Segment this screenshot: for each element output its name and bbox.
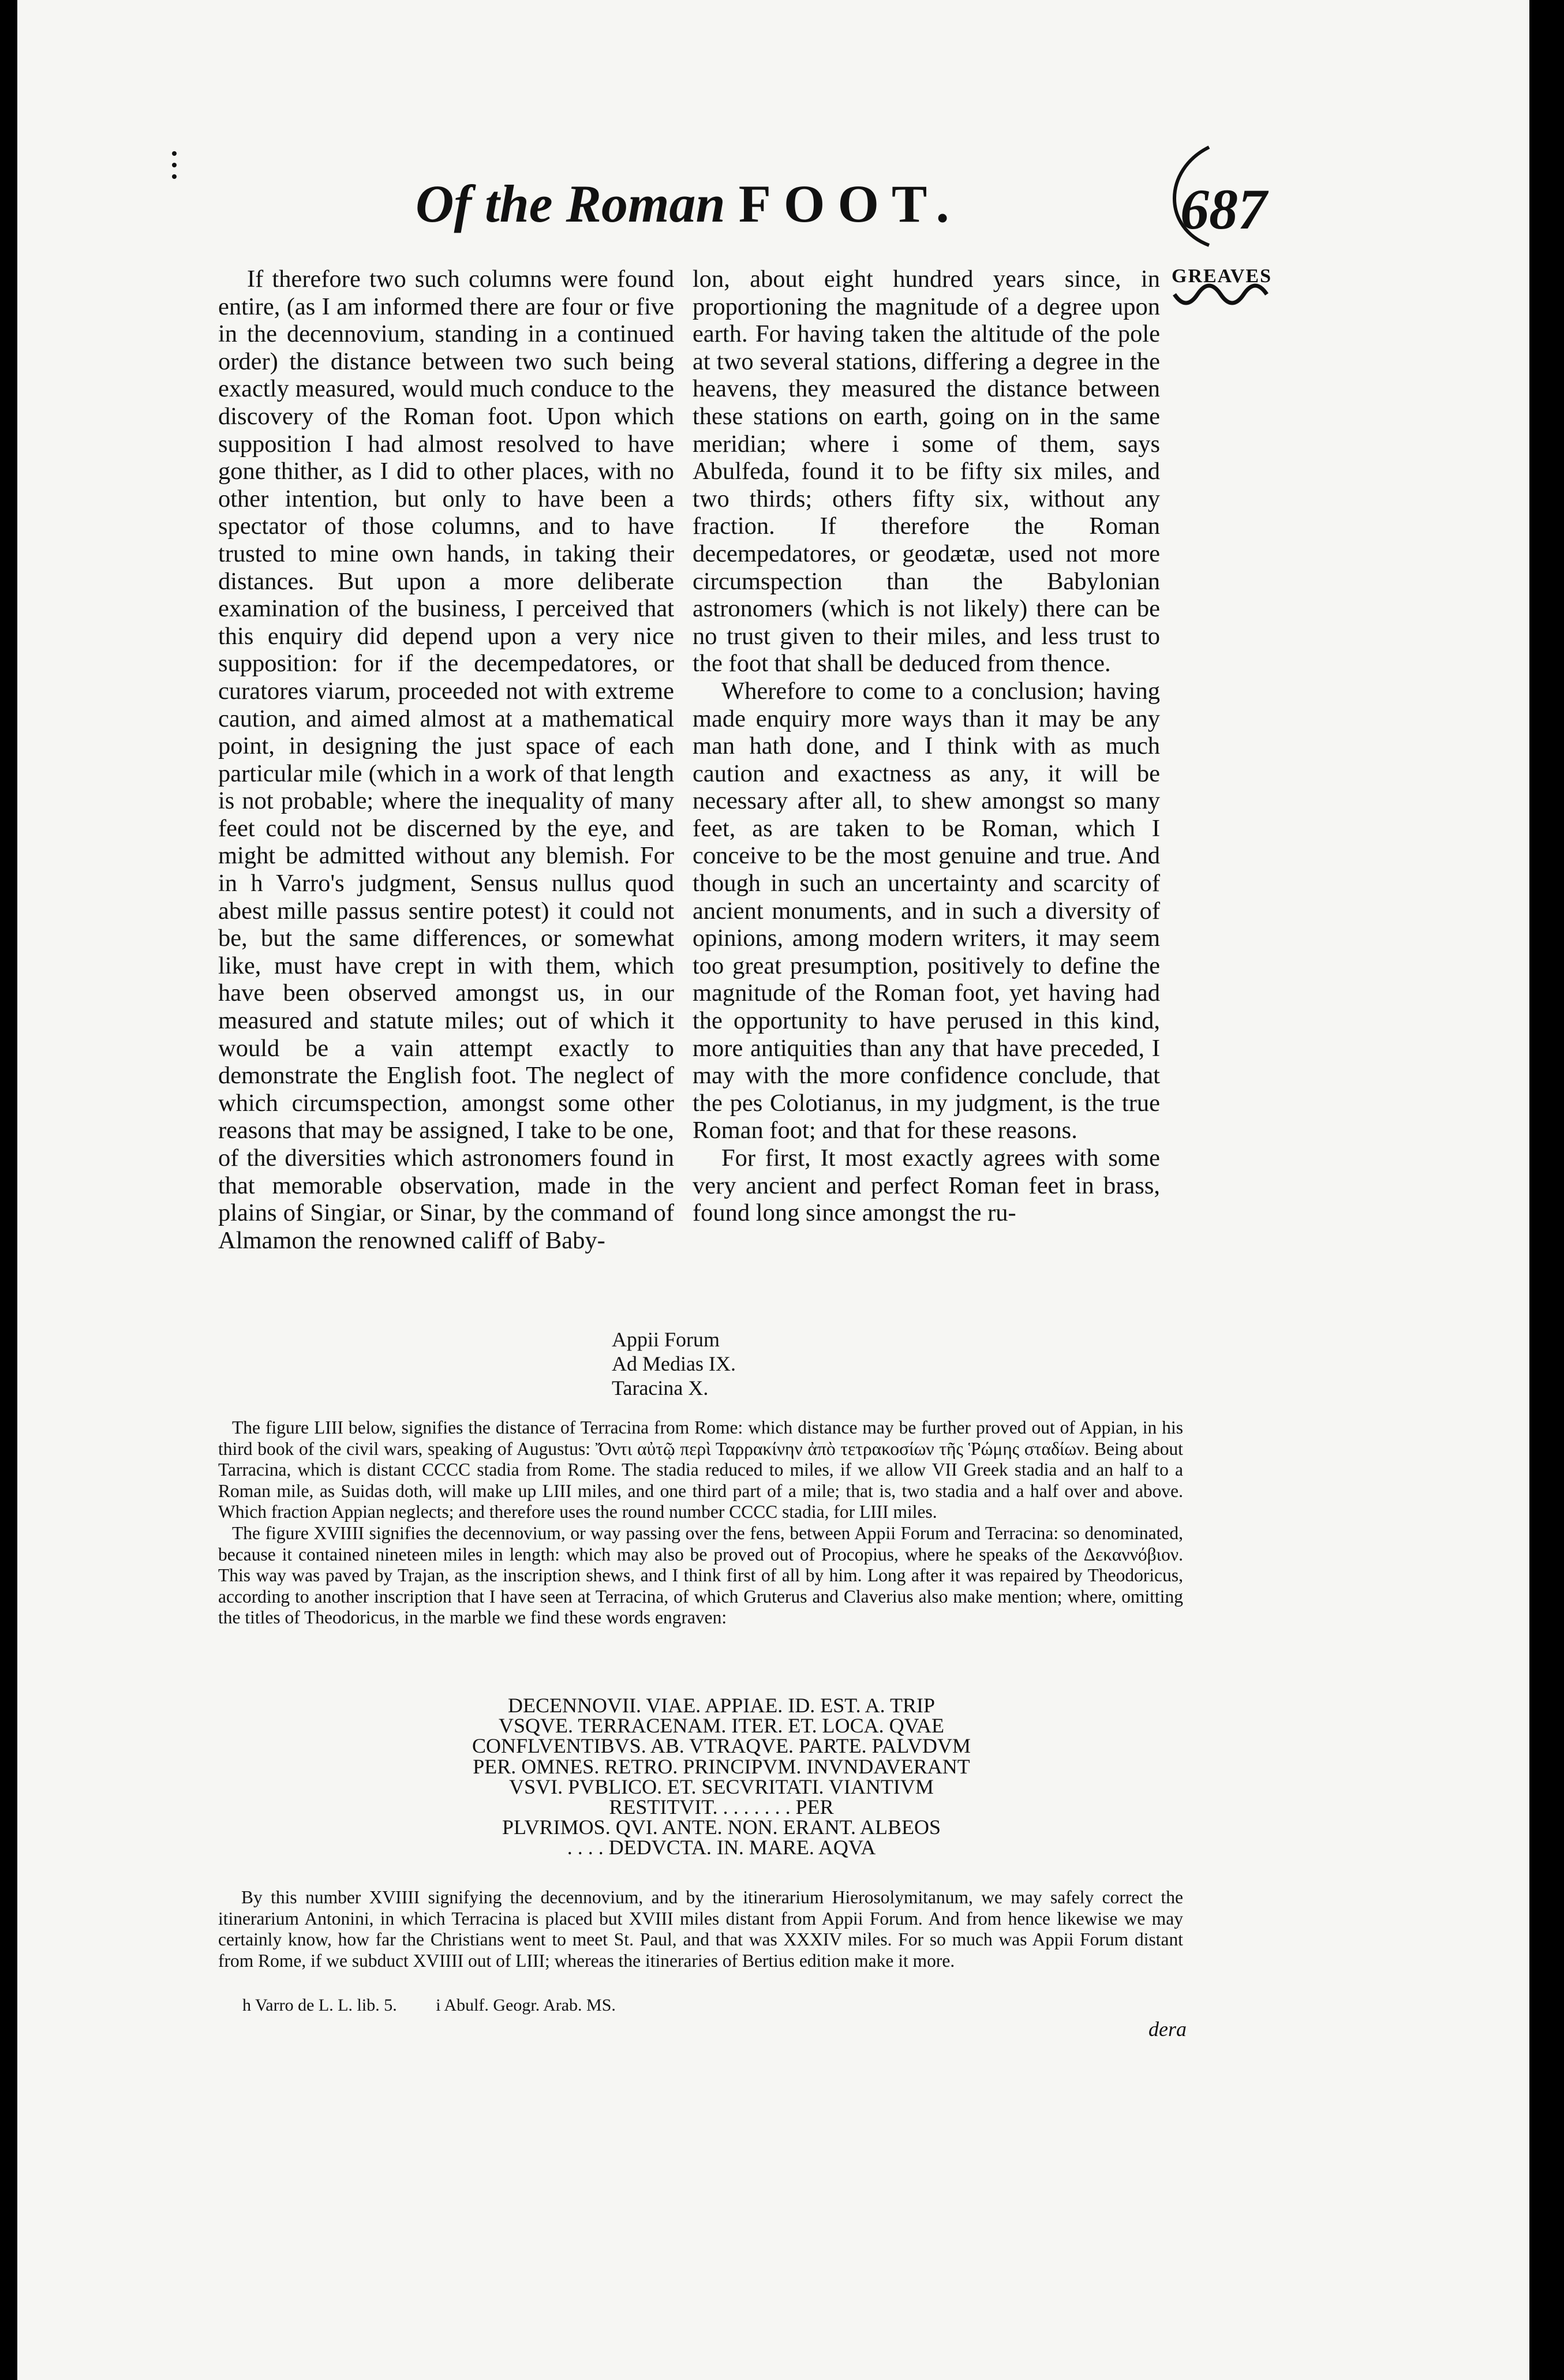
running-head-prefix: Of the Roman: [416, 174, 725, 233]
margin-mark: [172, 163, 177, 167]
right-column: [693, 265, 1160, 1227]
body-paragraph: For first, It most exactly agrees with some very ancient and perfect Roman feet in brass, found long since amongst the ru-: [693, 1144, 1160, 1227]
inscription-line: RESTITVIT. . . . . . . . PER: [609, 1795, 834, 1819]
itinerary-line: Appii Forum: [612, 1328, 720, 1351]
footnote: i Abulf. Geogr. Arab. MS.: [436, 1996, 616, 2015]
inscription-line: PER. OMNES. RETRO. PRINCIPVM. INVNDAVERANT: [473, 1754, 970, 1778]
page-number: 687: [1180, 177, 1267, 241]
inscription-line: . . . . DEDVCTA. IN. MARE. AQVA: [567, 1836, 876, 1859]
inscription: [346, 1696, 1097, 1858]
inscription-line: CONFLVENTIBVS. AB. VTRAQVE. PARTE. PALVDVM: [472, 1734, 971, 1758]
inscription-line: VSVI. PVBLICO. ET. SECVRITATI. VIANTIVM: [509, 1775, 934, 1798]
note-paragraph: By this number XVIIII signifying the decennovium, and by the itinerarium Hierosolymitanum, we may safely correct the itinerarium Antonini, in which Terracina is placed but XVIII miles distant from Appii Forum. And from hence likewise we may certainly know, how far the Christians went to meet St. Paul, and that was XXXIV miles. For so much was Appii Forum distant from Rome, if we subduct XVIIII out of LIII; whereas the itineraries of Bertius edition make it more.: [218, 1887, 1183, 1971]
body-paragraph: If therefore two such columns were found entire, (as I am informed there are four or five in the decennovium, standing in a continued order) the distance between two such being exactly measured, would much conduce to the discovery of the Roman foot. Upon which supposition I had almost resolved to have gone thither, as I did to other places, with no other intention, but only to have been a spectator of those columns, and to have trusted to mine own hands, in taking their distances. But upon a more deliberate examination of the business, I perceived that this enquiry did depend upon a very nice supposition: for if the decempedatores, or curatores viarum, proceeded not with extreme caution, and aimed almost at a mathematical point, in designing the just space of each particular mile (which in a work of that length is not probable; where the inequality of many feet could not be discerned by the eye, and might be admitted without any blemish. For in h Varro's judgment, Sensus nullus quod abest mille passus sentire potest) it could not be, but the same differences, or somewhat like, must have crept in with them, which have been observed amongst us, in our measured and statute miles; out of which it would be a vain attempt exactly to demonstrate the English foot. The neglect of which circumspection, amongst some other reasons that may be assigned, I take to be one, of the diversities which astronomers found in that memorable observation, made in the plains of Singiar, or Sinar, by the command of Almamon the renowned califf of Baby-: [218, 265, 674, 1254]
body-paragraph: Wherefore to come to a conclusion; having made enquiry more ways than it may be any man hath done, and I think with as much caution and exactness as any, it will be necessary after all, to shew amongst so many feet, as are taken to be Roman, which I conceive to be the most genuine and true. And though in such an uncertainty and scarcity of ancient monuments, and in such a diversity of opinions, among modern writers, it may seem too great presumption, positively to define the magnitude of the Roman foot, yet having had the opportunity to have perused in this kind, more antiquities than any that have preceded, I may with the more confidence conclude, that the pes Colotianus, in my judgment, is the true Roman foot; and that for these reasons.: [693, 677, 1160, 1144]
margin-name: GREAVES: [1172, 265, 1272, 287]
itinerary-line: Ad Medias IX.: [612, 1352, 736, 1375]
margin-mark: [172, 151, 177, 156]
inscription-line: PLVRIMOS. QVI. ANTE. NON. ERANT. ALBEOS: [502, 1816, 941, 1839]
catchword: dera: [1148, 2018, 1187, 2041]
ornament-icon: [1172, 283, 1275, 317]
itinerary-list: [612, 1327, 736, 1400]
note-paragraph: The figure LIII below, signifies the distance of Terracina from Rome: which distance may be further proved out of Appian, in his third book of the civil wars, speaking of Augustus: Ὄντι αὐτῷ περὶ Ταρρακίνην ἀπὸ τετρακοσίων τῆς Ῥώμης σταδίων. Being about Tarracina, which is distant CCCC stadia from Rome. The stadia reduced to miles, if we allow VII Greek stadia and an half to a Roman mile, as Suidas doth, will make up LIII miles, and one third part of a mile; that is, two stadia and a half over and above. Which fraction Appian neglects; and therefore uses the round number CCCC stadia, for LIII miles.: [218, 1417, 1183, 1522]
left-column: [218, 265, 674, 1254]
note-paragraph: The figure XVIIII signifies the decennovium, or way passing over the fens, between Appii Forum and Terracina: so denominated, because it contained nineteen miles in length: which may also be proved out of Procopius, where he speaks of the Δεκαννόβιον. This way was paved by Trajan, as the inscription shews, and I think first of all by him. Long after it was repaired by Theodoricus, according to another inscription that I have seen at Terracina, of which Gruterus and Claverius also make mention; where, omitting the titles of Theodoricus, in the marble we find these words engraven:: [218, 1522, 1183, 1628]
footnotes: [242, 1996, 650, 2015]
inscription-line: DECENNOVII. VIAE. APPIAE. ID. EST. A. TRIP: [507, 1694, 935, 1717]
itinerary-line: Taracina X.: [612, 1376, 709, 1399]
body-paragraph: lon, about eight hundred years since, in proportioning the magnitude of a degree upon earth. For having taken the altitude of the pole at two several stations, differing a degree in the heavens, they measured the distance between these stations on earth, going on in the same meridian; where i some of them, says Abulfeda, found it to be fifty six miles, and two thirds; others fifty six, without any fraction. If therefore the Roman decempedatores, or geodætæ, used not more circumspection than the Babylonian astronomers (which is not likely) there can be no trust given to their miles, and less trust to the foot that shall be deduced from thence.: [693, 265, 1160, 678]
inscription-line: VSQVE. TERRACENAM. ITER. ET. LOCA. QVAE: [499, 1714, 944, 1738]
note-after-inscription: [218, 1887, 1183, 1971]
note-block: [218, 1417, 1183, 1629]
running-head-caps: FOOT.: [738, 174, 962, 233]
margin-mark: [172, 174, 177, 179]
page-number-box: [1146, 141, 1301, 251]
footnote: h Varro de L. L. lib. 5.: [242, 1996, 397, 2015]
running-head: [416, 173, 1166, 234]
